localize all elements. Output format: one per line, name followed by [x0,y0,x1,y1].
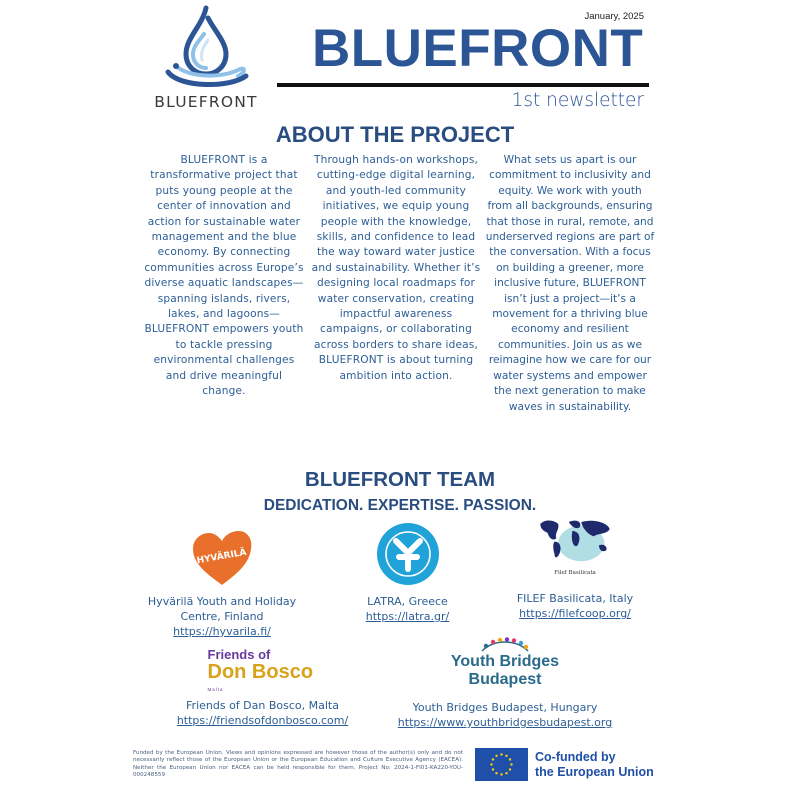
heart-logo-icon [189,529,255,587]
latra-circle-logo-icon [375,521,441,587]
partner-card-filef [500,515,650,621]
latra-logo [373,520,443,588]
partner-name: Friends of Dan Bosco, Malta [186,699,339,712]
partner-link[interactable]: https://filefcoop.org/ [519,607,631,620]
bluefront-logo [150,4,262,112]
youth-bridges-logo [450,630,560,696]
partner-link[interactable]: https://latra.gr/ [365,610,450,623]
donbosco-logo [208,648,318,696]
world-map-logo-icon [532,515,618,563]
partner-link[interactable]: https://hyvarila.fi/ [173,625,271,638]
team-tagline: DEDICATION. EXPERTISE. PASSION. [263,497,537,514]
water-drop-icon [150,4,262,92]
donbosco-logo-main: Don Bosco [207,660,314,683]
team-section-heading: BLUEFRONT TEAM [304,468,496,491]
donbosco-logo-sub: Malta [207,686,224,692]
about-section-heading: ABOUT THE PROJECT [275,122,515,147]
about-column-2: Through hands-on workshops, cutting-edge digital learning, and youth-led community initiatives, we equip young people with the knowledge, skills, and confidence to lead the way toward water justice and sustainability. Whether it’s designing local roadmaps for water conservation, creating impactful awareness campaigns, or collaborating across borders to share ideas, BLUEFRONT is about turning ambition into action. [311,154,481,382]
partner-card-hyvarila [140,526,304,639]
partner-link[interactable]: https://www.youthbridgesbudapest.org [397,716,613,729]
partner-link[interactable]: https://friendsofdonbosco.com/ [176,714,349,727]
filef-logo [530,515,620,581]
eu-line-1: Co-funded by [535,749,616,764]
donbosco-logo-top: Friends of [207,646,271,662]
youth-bridges-logo-main: Budapest [468,671,542,688]
page-title: BLUEFRONT [312,19,644,78]
funding-disclaimer: Funded by the European Union. Views and opinions expressed are however those of the author(s) only and do not necessarily reflect those of the European Union or the European Education and Culture Executive Agency (EACEA). Neither the European Union nor EACEA can be held responsible for them. Project No: 2024-1-FI01-KA220-YOU-000248559 [133,750,463,779]
partner-name: FILEF Basilicata, Italy [516,592,634,605]
partner-name: Youth Bridges Budapest, Hungary [412,701,598,714]
about-column-3: What sets us apart is our commitment to inclusivity and equity. We work with youth from all backgrounds, ensuring that those in rural, remote, and underserved regions are part of the conversation. With a focus on building a greener, more inclusive future, BLUEFRONT isn’t just a project—it’s a movement for a thriving blue economy and resilient communities. Join us as we reimagine how we care for our water systems and empower the next generation to make waves in sustainability. [485,154,655,413]
partner-name: LATRA, Greece [367,595,448,608]
partner-card-donbosco [165,648,360,728]
eu-cofunded-badge [475,748,654,781]
eu-line-2: the European Union [535,764,654,779]
logo-wordmark: BLUEFRONT [154,93,258,111]
title-divider [277,83,649,87]
filef-logo-caption: Filef Basilicata [554,570,596,576]
partner-card-youth-bridges [385,630,625,730]
hyvarila-logo [187,526,257,590]
eu-flag-icon [475,748,528,781]
eu-cofunded-text [535,750,654,780]
partner-card-latra [345,520,470,624]
issue-date: January, 2025 [584,11,644,22]
newsletter-issue-label: 1st newsletter [511,90,644,111]
svg-text:HYVÄRILÄ: HYVÄRILÄ [195,547,248,567]
people-bridge-icon [478,637,532,653]
youth-bridges-logo-top: Youth Bridges [450,653,560,670]
partner-name: Hyvärilä Youth and Holiday Centre, Finland [147,595,297,623]
about-column-1: BLUEFRONT is a transformative project that puts young people at the center of innovation and action for sustainable water management and the blue economy. By connecting communities across Europe’s diverse aquatic landscapes—spanning islands, rivers, lakes, and lagoons—BLUEFRONT empowers youth to tackle pressing environmental challenges and drive meaningful change. [144,154,304,398]
